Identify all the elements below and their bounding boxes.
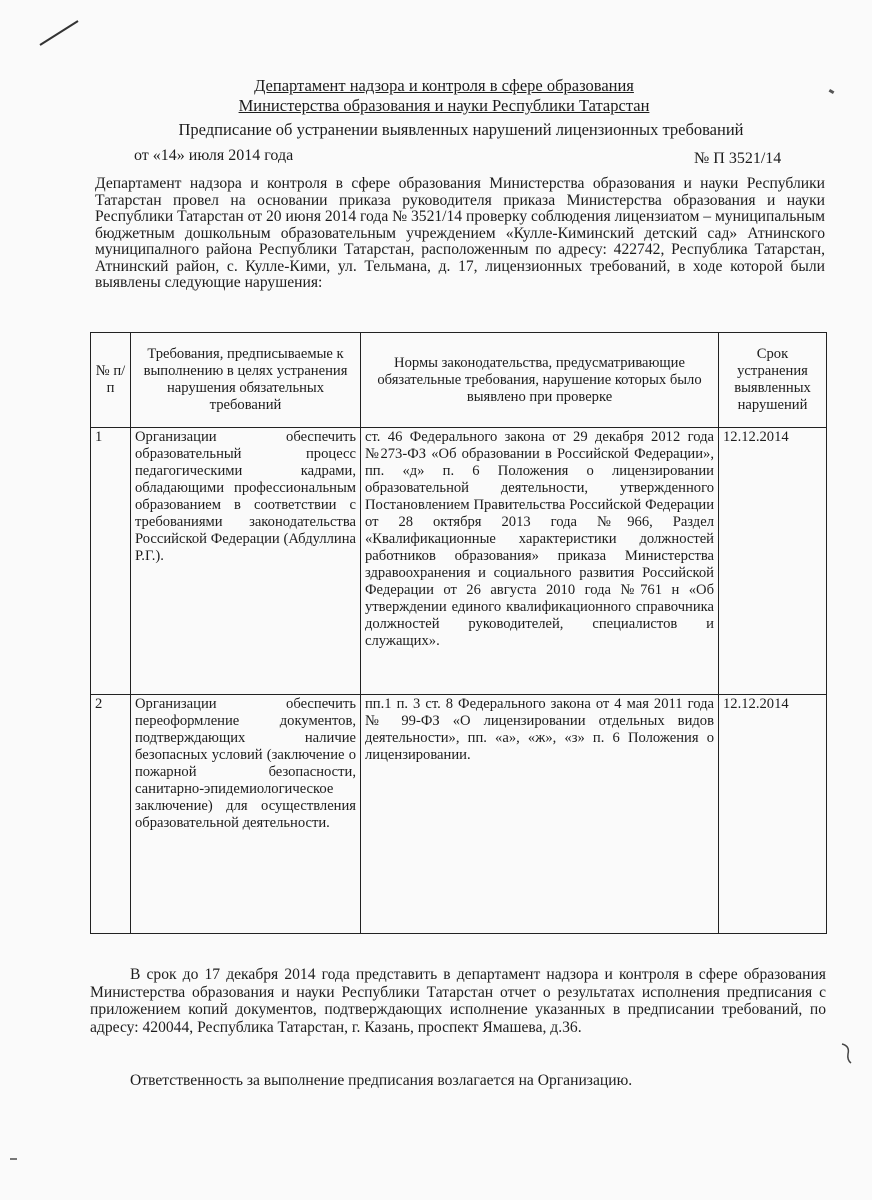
table-row — [91, 695, 827, 934]
document-title: Предписание об устранении выявленных нарушений лицензионных требований — [178, 120, 744, 139]
document-date: от «14» июля 2014 года — [134, 147, 294, 164]
pen-stroke-mark — [38, 18, 82, 48]
scan-corner-mark — [10, 1158, 17, 1160]
row-requirement: Организации обеспечить образовательный процесс педагогическими кадрами, обладающими профессиональным образованием в соответствии с требованиями законодательства Российской Федерации (Абдуллина Р.Г.). — [131, 428, 361, 695]
header-norms: Нормы законодательства, предусматривающие обязательные требования, нарушение которых было выявлено при проверке — [361, 333, 719, 428]
header-line-1: Департамент надзора и контроля в сфере образования — [254, 76, 634, 95]
row-deadline: 12.12.2014 — [719, 695, 827, 934]
header-line-2: Министерства образования и науки Республики Татарстан — [238, 96, 650, 115]
header-deadline: Срок устранения выявленных нарушений — [719, 333, 827, 428]
row-deadline: 12.12.2014 — [719, 428, 827, 695]
table-row — [91, 428, 827, 695]
deadline-paragraph: В срок до 17 декабря 2014 года представить в департамент надзора и контроля в сфере образования Министерства образования и науки Республики Татарстан отчет о результатах исполнения предписания с приложением копий документов, подтверждающих исполнение указанных в предписании требований, по адресу: 420044, Республика Татарстан, г. Казань, проспект Ямашева, д.36. — [90, 966, 826, 1036]
intro-paragraph: Департамент надзора и контроля в сфере образования Министерства образования и науки Республики Татарстан провел на основании приказа руководителя приказа Министерства образования и науки Республики Татарстан от 20 июня 2014 года № 3521/14 проверку соблюдения лицензиатом – муниципальным бюджетным дошкольным образовательным учреждением «Кулле-Киминский детский сад» Атнинского муниципалного района Республики Татарстан, расположенным по адресу: 422742, Республика Татарстан, Атнинский район, с. Кулле-Кими, ул. Тельмана, д. 17, лицензионных требований, в ходе которой были выявлены следующие нарушения: — [95, 175, 825, 291]
header-requirement: Требования, предписываемые к выполнению в целях устранения нарушения обязательных требований — [131, 333, 361, 428]
row-norms: ст. 46 Федерального закона от 29 декабря 2012 года №273-ФЗ «Об образовании в Российской Федерации», пп. «д» п. 6 Положения о лицензировании образовательной деятельности, утвержденного Постановлением Правительства Российской Федерации от 28 октября 2013 года №966, Раздел «Квалификационные характеристики должностей работников образования» приказа Министерства здравоохранения и социального развития Российской Федерации от 26 августа 2010 года №761 н «Об утверждении единого квалификационного справочника должностей руководителей, специалистов и служащих». — [361, 428, 719, 695]
scan-edge-mark — [840, 1040, 854, 1066]
requirements-table — [90, 332, 827, 934]
responsibility-paragraph: Ответственность за выполнение предписания возлагается на Организацию. — [130, 1072, 633, 1089]
row-norms: пп.1 п. 3 ст. 8 Федерального закона от 4 мая 2011 года № 99-ФЗ «О лицензировании отдельных видов деятельности», пп. «а», «ж», «з» п. 6 Положения о лицензировании. — [361, 695, 719, 934]
row-number: 2 — [91, 695, 131, 934]
document-number: № П 3521/14 — [694, 150, 782, 167]
table-header-row — [91, 333, 827, 428]
row-requirement: Организации обеспечить переоформление документов, подтверждающих наличие безопасных условий (заключение о пожарной безопасности, санитарно-эпидемиологическое заключение) для осуществления образовательной деятельности. — [131, 695, 361, 934]
header-number: № п/п — [91, 333, 131, 428]
row-number: 1 — [91, 428, 131, 695]
